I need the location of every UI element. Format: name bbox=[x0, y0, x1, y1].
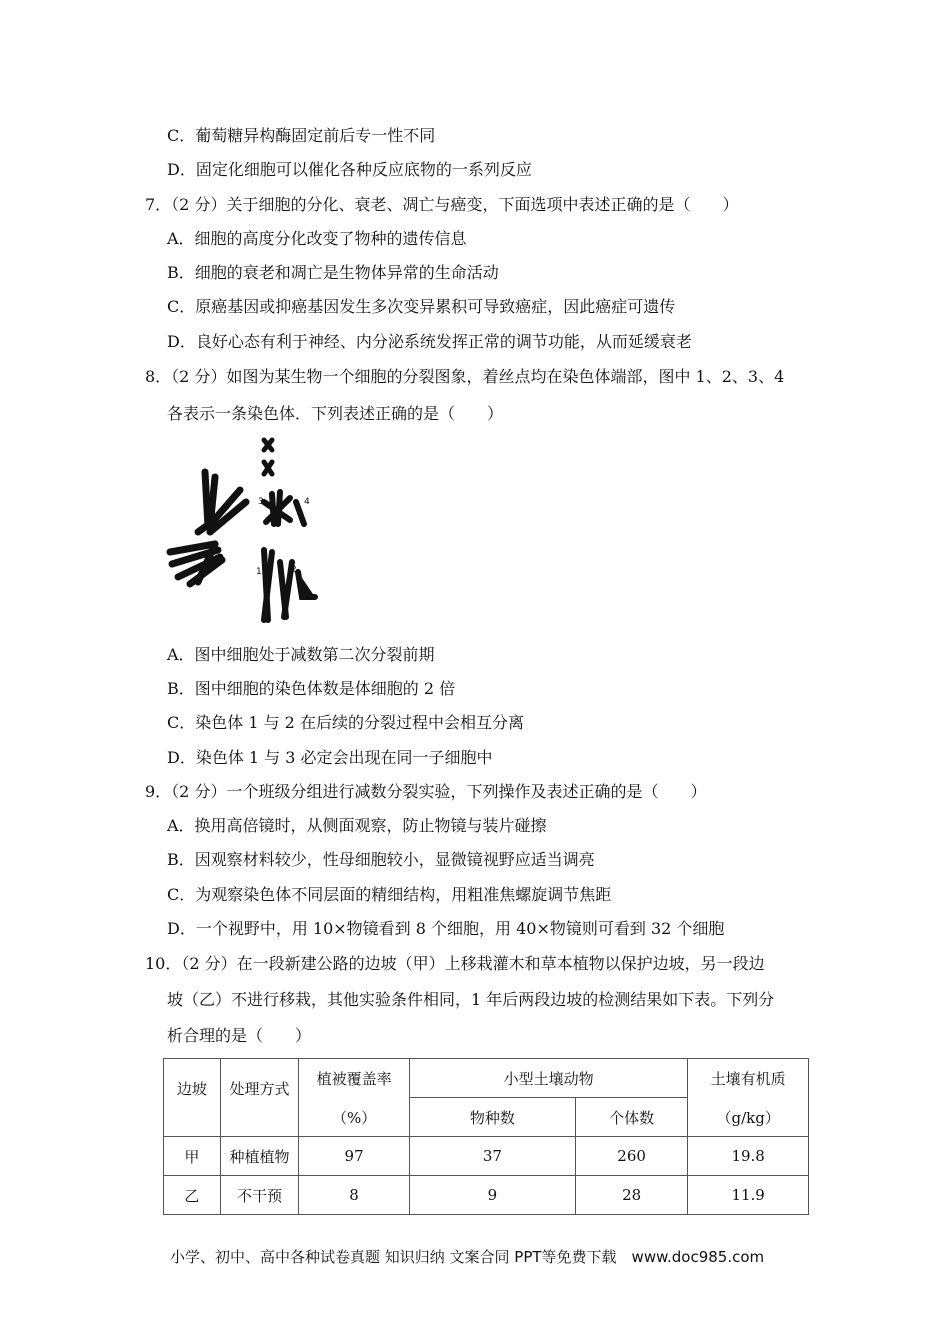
cell-organic: 19.8 bbox=[688, 1137, 809, 1176]
q8-option-c: C．染色体 1 与 2 在后续的分裂过程中会相互分离 bbox=[167, 713, 524, 732]
q6-option-d: D．固定化细胞可以催化各种反应底物的一系列反应 bbox=[167, 160, 532, 179]
q7-option-a: A．细胞的高度分化改变了物种的遗传信息 bbox=[167, 229, 467, 248]
cell-organic: 11.9 bbox=[688, 1176, 809, 1215]
label-2: 2 bbox=[291, 565, 297, 575]
header-slope: 边坡 bbox=[164, 1059, 221, 1137]
chromosome-top-small bbox=[264, 440, 272, 474]
cell-species: 9 bbox=[409, 1176, 575, 1215]
cell-cover: 8 bbox=[299, 1176, 410, 1215]
header-species: 物种数 bbox=[409, 1098, 575, 1137]
table-row bbox=[164, 1137, 809, 1176]
cell-individuals: 260 bbox=[575, 1137, 687, 1176]
q8-stem-line2: 各表示一条染色体．下列表述正确的是（ ） bbox=[167, 404, 504, 423]
q7-stem: 7．（2 分）关于细胞的分化、衰老、凋亡与癌变，下面选项中表述正确的是（ ） bbox=[145, 195, 739, 214]
label-3: 3 bbox=[258, 497, 264, 507]
q7-option-c: C．原癌基因或抑癌基因发生多次变异累积可导致癌症，因此癌症可遗传 bbox=[167, 297, 676, 316]
cell-method: 不干预 bbox=[220, 1176, 299, 1215]
q9-option-d: D．一个视野中，用 10×物镜看到 8 个细胞，用 40×物镜则可看到 32 个细胞 bbox=[167, 919, 725, 938]
q9-option-a: A．换用高倍镜时，从侧面观察，防止物镜与装片碰擦 bbox=[167, 816, 547, 835]
chromosome-cluster-3-4 bbox=[264, 492, 304, 524]
chromosome-group-left-upper bbox=[198, 472, 246, 532]
q10-stem-line2: 坡（乙）不进行移栽，其他实验条件相同，1 年后两段边坡的检测结果如下表。下列分 bbox=[167, 990, 775, 1009]
table-row bbox=[164, 1176, 809, 1215]
chromosome-group-left-lower bbox=[170, 544, 222, 584]
q10-stem-line1: 10．（2 分）在一段新建公路的边坡（甲）上移栽灌木和草本植物以保护边坡，另一段边 bbox=[145, 954, 765, 973]
q6-option-c: C．葡萄糖异构酶固定前后专一性不同 bbox=[167, 126, 436, 145]
label-4: 4 bbox=[304, 497, 310, 507]
header-individuals: 个体数 bbox=[575, 1098, 687, 1137]
q8-option-d: D．染色体 1 与 3 必定会出现在同一子细胞中 bbox=[167, 748, 493, 767]
q9-stem: 9．（2 分）一个班级分组进行减数分裂实验，下列操作及表述正确的是（ ） bbox=[145, 782, 707, 801]
q7-option-d: D．良好心态有利于神经、内分泌系统发挥正常的调节功能，从而延缓衰老 bbox=[167, 332, 692, 351]
q9-option-b: B．因观察材料较少，性母细胞较小，显微镜视野应适当调亮 bbox=[167, 850, 595, 869]
q8-option-a: A．图中细胞处于减数第二次分裂前期 bbox=[167, 645, 435, 664]
cell-species: 37 bbox=[409, 1137, 575, 1176]
label-1: 1 bbox=[256, 567, 262, 577]
header-cover: 植被覆盖率 （%） bbox=[299, 1059, 410, 1137]
q7-option-b: B．细胞的衰老和凋亡是生物体异常的生命活动 bbox=[167, 263, 499, 282]
header-organic: 土壤有机质 （g/kg） bbox=[688, 1059, 809, 1137]
cell-individuals: 28 bbox=[575, 1176, 687, 1215]
q8-stem-line1: 8．（2 分）如图为某生物一个细胞的分裂图象，着丝点均在染色体端部，图中 1、2、3、4 bbox=[145, 367, 785, 386]
chromosome-cluster-1-2 bbox=[264, 550, 315, 620]
q10-stem-line3: 析合理的是（ ） bbox=[167, 1026, 312, 1045]
cell-cover: 97 bbox=[299, 1137, 410, 1176]
cell-method: 种植植物 bbox=[220, 1137, 299, 1176]
cell-division-figure bbox=[160, 432, 325, 632]
q8-option-b: B．图中细胞的染色体数是体细胞的 2 倍 bbox=[167, 679, 456, 698]
q9-option-c: C．为观察染色体不同层面的精细结构，用粗准焦螺旋调节焦距 bbox=[167, 885, 612, 904]
header-method: 处理方式 bbox=[220, 1059, 299, 1137]
cell-slope: 乙 bbox=[164, 1176, 221, 1215]
header-animals: 小型土壤动物 bbox=[409, 1059, 687, 1098]
page-footer: 小学、初中、高中各种试卷真题 知识归纳 文案合同 PPT等免费下载 www.doc985.com bbox=[170, 1248, 765, 1266]
results-table bbox=[163, 1058, 809, 1215]
cell-slope: 甲 bbox=[164, 1137, 221, 1176]
